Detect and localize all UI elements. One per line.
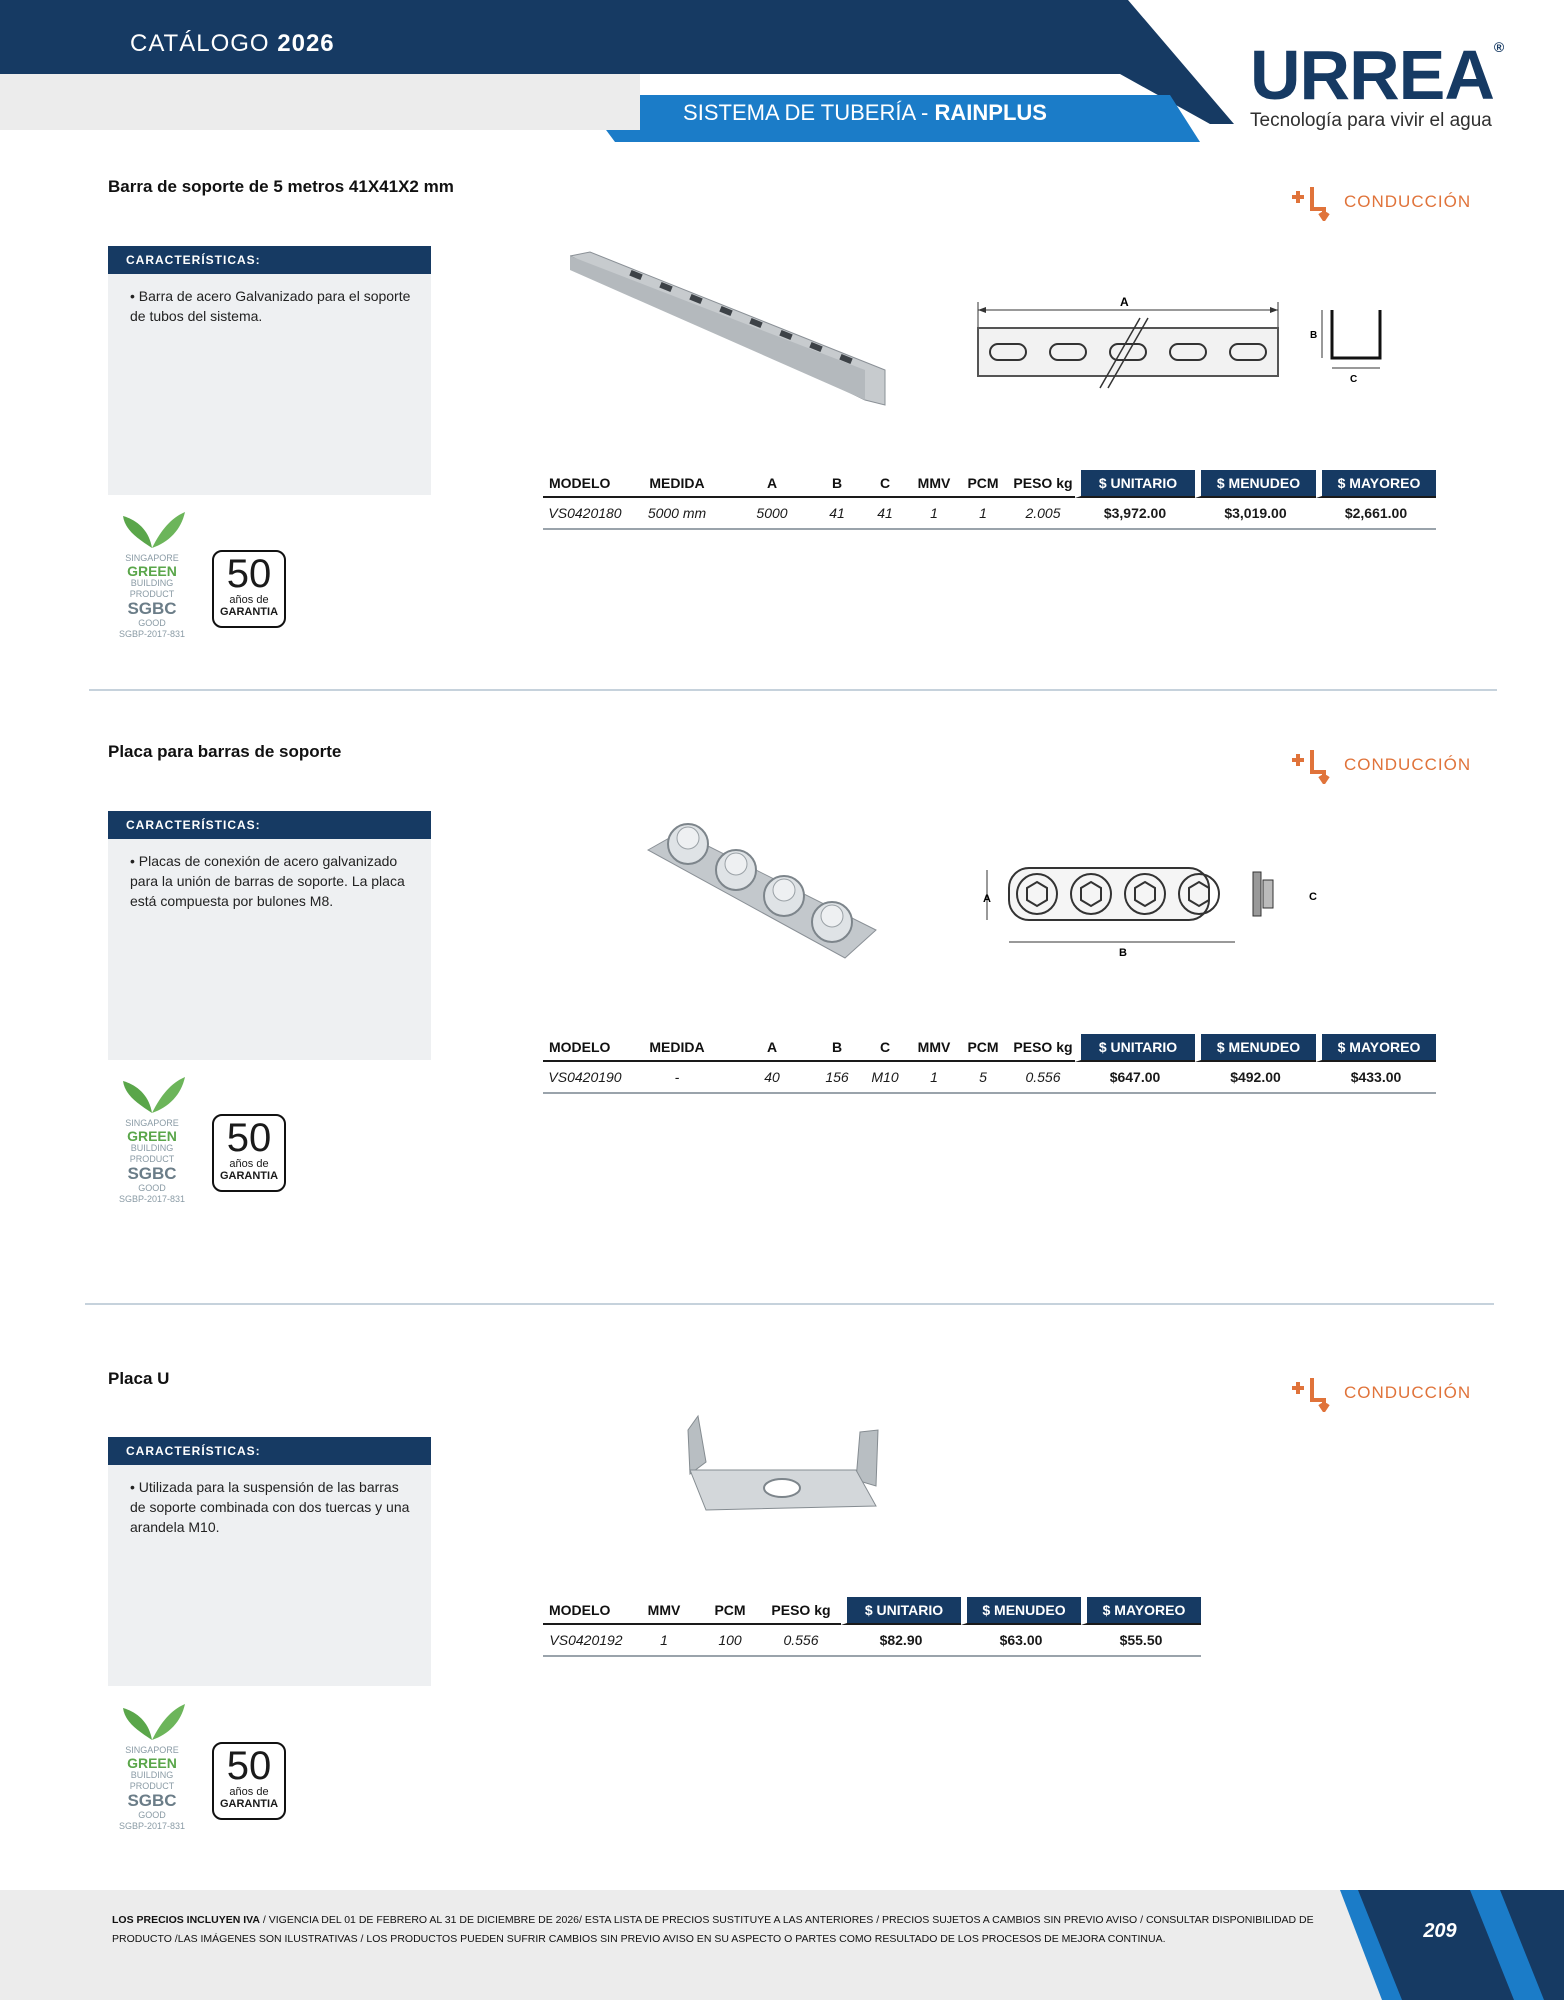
column-header: $ UNITARIO: [1075, 1034, 1195, 1062]
dimension-label-b: B: [1310, 330, 1318, 341]
category-conduccion: CONDUCCIÓN: [1290, 183, 1471, 221]
spec-table: [543, 1597, 1201, 1657]
table-cell: 41: [857, 498, 913, 530]
column-header: PCM: [699, 1597, 761, 1625]
table-cell: $433.00: [1316, 1062, 1436, 1094]
table-cell: 100: [699, 1625, 761, 1657]
sgbc-line: BUILDING: [130, 578, 174, 588]
warranty-number: 50: [226, 1744, 272, 1788]
features-heading: CARACTERÍSTICAS:: [108, 1437, 431, 1465]
features-heading: CARACTERÍSTICAS:: [108, 246, 431, 274]
footer-page-tab: [1330, 1890, 1564, 2000]
conduction-icon: [1290, 183, 1336, 221]
table-cell: 5000: [727, 498, 817, 530]
sgbc-badge: [112, 1073, 192, 1205]
column-header: $ UNITARIO: [1075, 470, 1195, 498]
table-cell: 156: [817, 1062, 857, 1094]
column-header: $ MENUDEO: [1195, 470, 1316, 498]
product-photo-connection-plate: [640, 810, 880, 965]
section-divider: [85, 1303, 1494, 1305]
product-photo-support-bar: [570, 250, 890, 410]
dimension-label-a: A: [983, 893, 991, 905]
column-header: A: [727, 1034, 817, 1062]
warranty-badge: [212, 550, 286, 628]
column-header: PCM: [955, 470, 1011, 498]
table-row: [543, 498, 1436, 530]
system-title: SISTEMA DE TUBERÍA - RAINPLUS: [683, 100, 1047, 125]
table-cell: 1: [955, 498, 1011, 530]
table-cell: -: [627, 1062, 727, 1094]
features-heading: CARACTERÍSTICAS:: [108, 811, 431, 839]
page-number: 209: [1423, 1920, 1457, 1942]
catalog-title: CATÁLOGO 2026: [130, 30, 335, 57]
column-header: PESO kg: [761, 1597, 841, 1625]
leaf-icon: [117, 1700, 187, 1742]
sgbc-line: SINGAPORE: [125, 1745, 179, 1755]
sgbc-badge: [112, 508, 192, 640]
column-header: PCM: [955, 1034, 1011, 1062]
features-box: [108, 811, 431, 1060]
sgbc-badge: [112, 1700, 192, 1832]
table-header-row: [543, 470, 1436, 498]
warranty-text: años de: [229, 1786, 269, 1798]
table-header-row: [543, 1597, 1201, 1625]
product-title: Placa U: [108, 1369, 170, 1388]
warranty-badge: [212, 1114, 286, 1192]
leaf-icon: [117, 508, 187, 550]
column-header: $ MAYOREO: [1316, 1034, 1436, 1062]
sgbc-line: GREEN: [127, 1128, 177, 1144]
column-header: C: [857, 470, 913, 498]
technical-drawing-support-bar: [970, 288, 1390, 403]
table-cell: $492.00: [1195, 1062, 1316, 1094]
table-cell: 1: [629, 1625, 699, 1657]
product-title: Barra de soporte de 5 metros 41X41X2 mm: [108, 177, 454, 196]
sgbc-line: SGBC: [127, 1164, 177, 1183]
warranty-text: años de: [229, 594, 269, 606]
warranty-text: GARANTIA: [219, 1170, 279, 1182]
table-cell: 40: [727, 1062, 817, 1094]
sgbc-line: GREEN: [127, 563, 177, 579]
sgbc-line: PRODUCT: [129, 1781, 175, 1791]
column-header: B: [817, 470, 857, 498]
features-text: • Barra de acero Galvanizado para el soporte de tubos del sistema.: [130, 288, 411, 324]
sgbc-line: GREEN: [127, 1755, 177, 1771]
sgbc-line: SGBP-2017-831: [118, 629, 186, 639]
header-gray-band: [0, 74, 640, 130]
dimension-label-a: A: [1120, 295, 1129, 309]
table-cell: $3,019.00: [1195, 498, 1316, 530]
table-cell: M10: [857, 1062, 913, 1094]
table-row: [543, 1625, 1201, 1657]
column-header: PESO kg: [1011, 470, 1075, 498]
table-cell: 41: [817, 498, 857, 530]
leaf-icon: [117, 1073, 187, 1115]
spec-table: [543, 1034, 1436, 1094]
category-conduccion: CONDUCCIÓN: [1290, 1374, 1471, 1412]
warranty-text: GARANTIA: [219, 606, 279, 618]
column-header: MMV: [629, 1597, 699, 1625]
spec-table: [543, 470, 1436, 530]
table-cell: VS0420190: [543, 1062, 627, 1094]
sgbc-line: SINGAPORE: [125, 553, 179, 563]
column-header: $ MAYOREO: [1316, 470, 1436, 498]
table-cell: $82.90: [841, 1625, 961, 1657]
table-cell: $63.00: [961, 1625, 1081, 1657]
table-header-row: [543, 1034, 1436, 1062]
table-cell: $2,661.00: [1316, 498, 1436, 530]
sgbc-line: SGBC: [127, 599, 177, 618]
sgbc-line: BUILDING: [130, 1143, 174, 1153]
product-photo-u-plate: [670, 1410, 885, 1525]
table-cell: 5: [955, 1062, 1011, 1094]
conduction-icon: [1290, 1374, 1336, 1412]
footer-disclaimer: LOS PRECIOS INCLUYEN IVA / VIGENCIA DEL 01 DE FEBRERO AL 31 DE DICIEMBRE DE 2026/ ESTA LISTA DE PRECIOS SUSTITUYE A LAS ANTERIORES / PRECIOS SUJETOS A CAMBIOS SIN PREVIO AVISO / CONSULTAR DISPONIBILIDAD DE PRODUCTO /LAS IMÁGENES SON ILUSTRATIVAS / LOS PRODUCTOS PUEDEN SUFRIR CAMBIOS SIN PREVIO AVISO EN SU ASPECTO O PARTES COMO RESULTADO DE LOS PROCESOS DE MEJORA CONTINUA.: [112, 1914, 1314, 1945]
column-header: MODELO: [543, 470, 627, 498]
column-header: $ MENUDEO: [1195, 1034, 1316, 1062]
column-header: MEDIDA: [627, 470, 727, 498]
dimension-label-c: C: [1309, 891, 1317, 903]
column-header: MMV: [913, 1034, 955, 1062]
table-cell: 2.005: [1011, 498, 1075, 530]
table-cell: VS0420192: [543, 1625, 629, 1657]
table-cell: VS0420180: [543, 498, 627, 530]
sgbc-line: SGBP-2017-831: [118, 1194, 186, 1204]
urrea-logo: URREA®: [1250, 36, 1504, 114]
sgbc-line: GOOD: [138, 1810, 166, 1820]
table-cell: 5000 mm: [627, 498, 727, 530]
column-header: MODELO: [543, 1034, 627, 1062]
warranty-text: GARANTIA: [219, 1798, 279, 1810]
sgbc-line: SGBC: [127, 1791, 177, 1810]
table-row: [543, 1062, 1436, 1094]
sgbc-line: SINGAPORE: [125, 1118, 179, 1128]
sgbc-line: SGBP-2017-831: [118, 1821, 186, 1831]
product-title: Placa para barras de soporte: [108, 742, 342, 761]
table-cell: $3,972.00: [1075, 498, 1195, 530]
column-header: C: [857, 1034, 913, 1062]
section-divider: [89, 689, 1497, 691]
features-text: • Placas de conexión de acero galvanizado para la unión de barras de soporte. La placa está compuesta por bulones M8.: [130, 853, 405, 909]
warranty-text: años de: [229, 1158, 269, 1170]
table-cell: $647.00: [1075, 1062, 1195, 1094]
column-header: B: [817, 1034, 857, 1062]
dimension-label-c: C: [1350, 374, 1358, 385]
table-cell: 0.556: [1011, 1062, 1075, 1094]
column-header: MODELO: [543, 1597, 629, 1625]
features-box: [108, 246, 431, 495]
sgbc-line: BUILDING: [130, 1770, 174, 1780]
technical-drawing-connection-plate: [975, 860, 1325, 965]
sgbc-line: PRODUCT: [129, 589, 175, 599]
column-header: MEDIDA: [627, 1034, 727, 1062]
warranty-number: 50: [226, 1116, 272, 1160]
table-cell: $55.50: [1081, 1625, 1201, 1657]
column-header: PESO kg: [1011, 1034, 1075, 1062]
column-header: $ MENUDEO: [961, 1597, 1081, 1625]
features-box: [108, 1437, 431, 1686]
table-cell: 1: [913, 1062, 955, 1094]
table-cell: 1: [913, 498, 955, 530]
column-header: $ UNITARIO: [841, 1597, 961, 1625]
features-text: • Utilizada para la suspensión de las barras de soporte combinada con dos tuercas y una arandela M10.: [130, 1479, 410, 1535]
column-header: $ MAYOREO: [1081, 1597, 1201, 1625]
conduction-icon: [1290, 746, 1336, 784]
category-conduccion: CONDUCCIÓN: [1290, 746, 1471, 784]
brand-tagline: Tecnología para vivir el agua: [1250, 110, 1492, 131]
sgbc-line: PRODUCT: [129, 1154, 175, 1164]
dimension-label-b: B: [1119, 947, 1127, 959]
warranty-number: 50: [226, 552, 272, 596]
table-cell: 0.556: [761, 1625, 841, 1657]
column-header: A: [727, 470, 817, 498]
column-header: MMV: [913, 470, 955, 498]
sgbc-line: GOOD: [138, 618, 166, 628]
warranty-badge: [212, 1742, 286, 1820]
sgbc-line: GOOD: [138, 1183, 166, 1193]
